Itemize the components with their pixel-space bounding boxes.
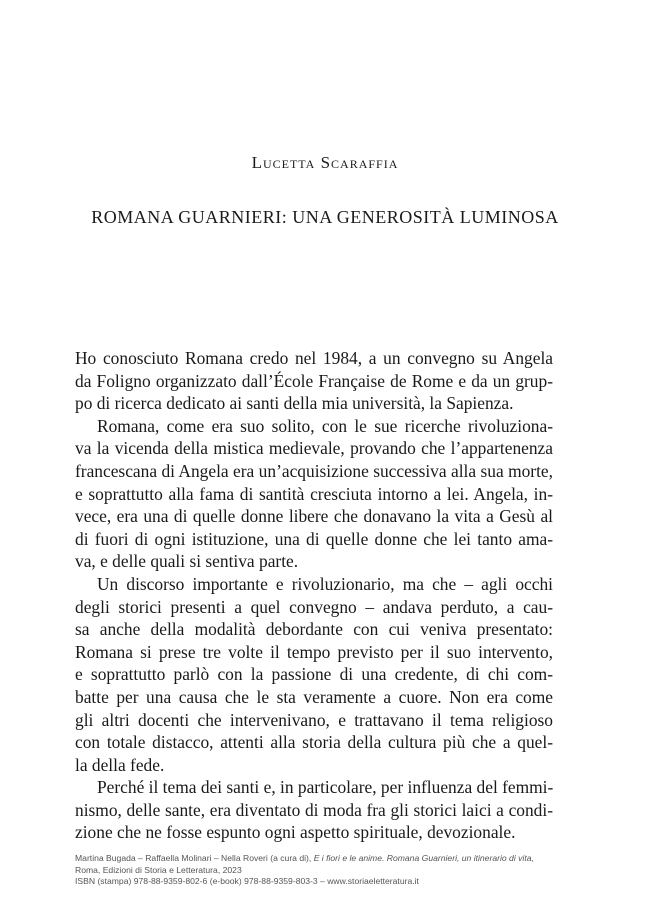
- text-line: Romana si prese tre volte il tempo previsto per il suo intervento,: [75, 641, 553, 662]
- text-line: da Foligno organizzato dall’École Française de Rome e da un grup-: [75, 370, 553, 391]
- footer-punctuation: ,: [531, 853, 534, 863]
- text-line: va la vicenda della mistica medievale, provando che l’appartenenza: [75, 438, 553, 459]
- text-line: e soprattutto parlò con la passione di una credente, di chi com-: [75, 664, 553, 685]
- text-line: Ho conosciuto Romana credo nel 1984, a un convegno su Angela: [75, 348, 553, 368]
- footer-book-title: E i fiori e le anime. Romana Guarnieri, un itinerario di vita: [313, 853, 532, 863]
- text-line: la della fede.: [75, 754, 165, 775]
- body-text: [75, 347, 553, 844]
- text-line: zione che ne fosse espunto ogni aspetto spirituale, devozionale.: [75, 822, 516, 843]
- text-line: con totale distacco, attenti alla storia della cultura più che a quel-: [75, 732, 553, 753]
- publication-footer: [75, 853, 555, 888]
- footer-editors: Martina Bugada – Raffaella Molinari – Nella Roveri (a cura di),: [75, 853, 312, 863]
- text-line: Romana, come era suo solito, con le sue ricerche rivoluziona-: [97, 415, 553, 436]
- text-line: po di ricerca dedicato ai santi della mia università, la Sapienza.: [75, 393, 514, 414]
- footer-isbn-line: ISBN (stampa) 978-88-9359-802-6 (e-book) 978-88-9359-803-3 – www.storiaeletteratura.it: [75, 876, 419, 886]
- chapter-author: Lucetta Scaraffia: [251, 153, 399, 172]
- text-line: vece, era una di quelle donne libere che donavano la vita a Gesù al: [75, 506, 553, 527]
- text-line: nismo, delle sante, era diventato di moda fra gli storici laici a condi-: [75, 799, 553, 820]
- footer-publisher-line: Roma, Edizioni di Storia e Letteratura, 2023: [75, 864, 242, 875]
- text-line: va, e delle quali si sentiva parte.: [75, 551, 299, 572]
- text-line: degli storici presenti a quel convegno – andava perduto, a cau-: [75, 596, 553, 617]
- text-line: Perché il tema dei santi e, in particolare, per influenza del femmi-: [97, 777, 554, 798]
- text-line: e soprattutto alla fama di santità cresciuta intorno a lei. Angela, in-: [75, 483, 553, 504]
- text-line: di fuori di ogni istituzione, una di quelle donne che lei tanto ama-: [75, 528, 553, 549]
- text-line: francescana di Angela era un’acquisizione successiva alla sua morte,: [75, 460, 553, 481]
- text-line: Un discorso importante e rivoluzionario, ma che – agli occhi: [97, 573, 553, 594]
- text-line: sa anche della modalità debordante con cui veniva presentato:: [75, 619, 553, 640]
- text-line: batte per una causa che le sta veramente a cuore. Non era come: [75, 686, 553, 707]
- footer-citation-line: [75, 853, 555, 865]
- chapter-title: ROMANA GUARNIERI: UNA GENEROSITÀ LUMINOSA: [91, 207, 559, 227]
- text-line: gli altri docenti che intervenivano, e trattavano il tema religioso: [75, 709, 553, 730]
